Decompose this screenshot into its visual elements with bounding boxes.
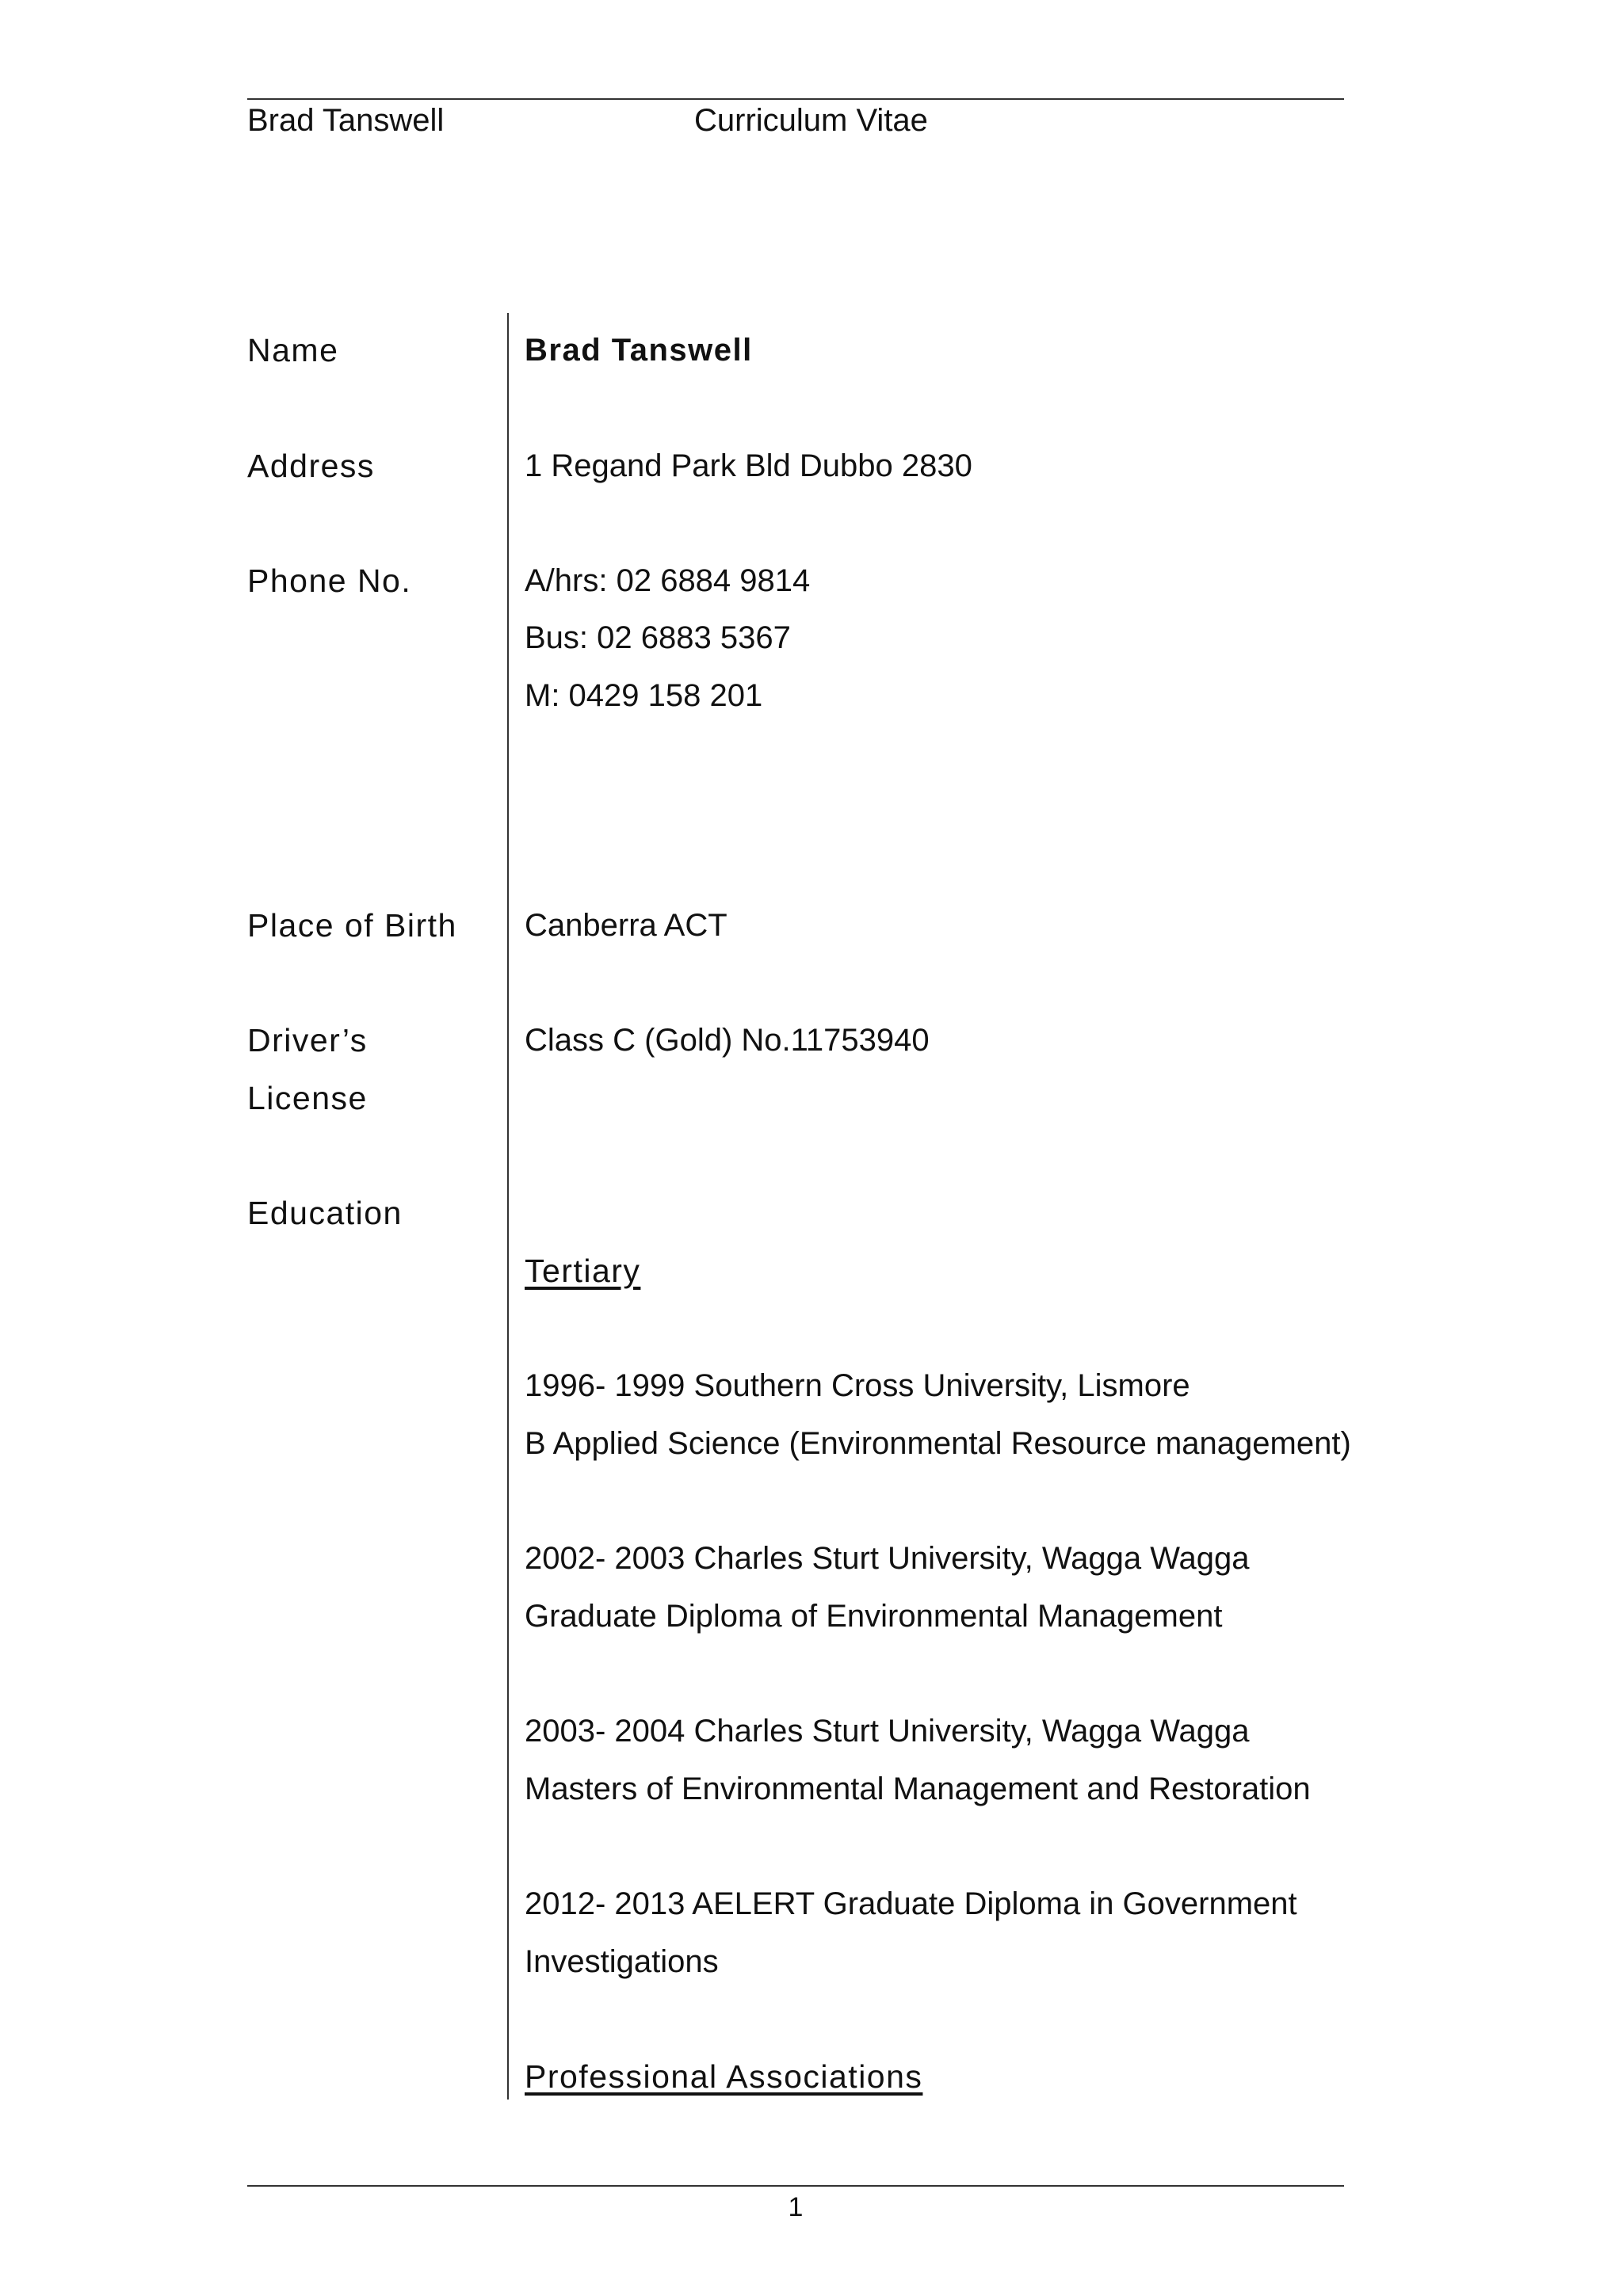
name-value: Brad Tanswell [525, 333, 753, 368]
page-number: 1 [788, 2192, 804, 2222]
education-entry-2-line1: 2002- 2003 Charles Sturt University, Wagga Wagga [525, 1541, 1250, 1576]
license-label-line2: License [247, 1080, 368, 1116]
education-entry-1-line1: 1996- 1999 Southern Cross University, Lismore [525, 1368, 1190, 1403]
education-entry-1-line2: B Applied Science (Environmental Resource management) [525, 1426, 1351, 1461]
education-entry-2-line2: Graduate Diploma of Environmental Management [525, 1599, 1223, 1634]
license-value: Class C (Gold) No.11753940 [525, 1023, 930, 1058]
professional-associations-heading: Professional Associations [525, 2058, 923, 2095]
name-label: Name [247, 332, 339, 368]
education-label: Education [247, 1195, 403, 1231]
education-entry-4-line1: 2012- 2013 AELERT Graduate Diploma in Government [525, 1886, 1297, 1921]
footer-rule [247, 2185, 1344, 2187]
birth-label: Place of Birth [247, 907, 457, 944]
phone-label: Phone No. [247, 563, 412, 599]
address-value: 1 Regand Park Bld Dubbo 2830 [525, 448, 972, 483]
column-divider [507, 313, 509, 2100]
phone-mobile: M: 0429 158 201 [525, 678, 763, 713]
education-entry-3-line2: Masters of Environmental Management and Restoration [525, 1772, 1311, 1806]
birth-value: Canberra ACT [525, 908, 727, 943]
header-name: Brad Tanswell [247, 103, 445, 138]
header-title: Curriculum Vitae [694, 103, 928, 138]
address-label: Address [247, 448, 375, 484]
license-label-line1: Driver’s [247, 1022, 368, 1058]
tertiary-heading: Tertiary [525, 1253, 641, 1289]
education-entry-4-line2: Investigations [525, 1944, 719, 1979]
education-entry-3-line1: 2003- 2004 Charles Sturt University, Wagga Wagga [525, 1714, 1250, 1749]
phone-after-hours: A/hrs: 02 6884 9814 [525, 563, 811, 598]
phone-business: Bus: 02 6883 5367 [525, 620, 791, 655]
